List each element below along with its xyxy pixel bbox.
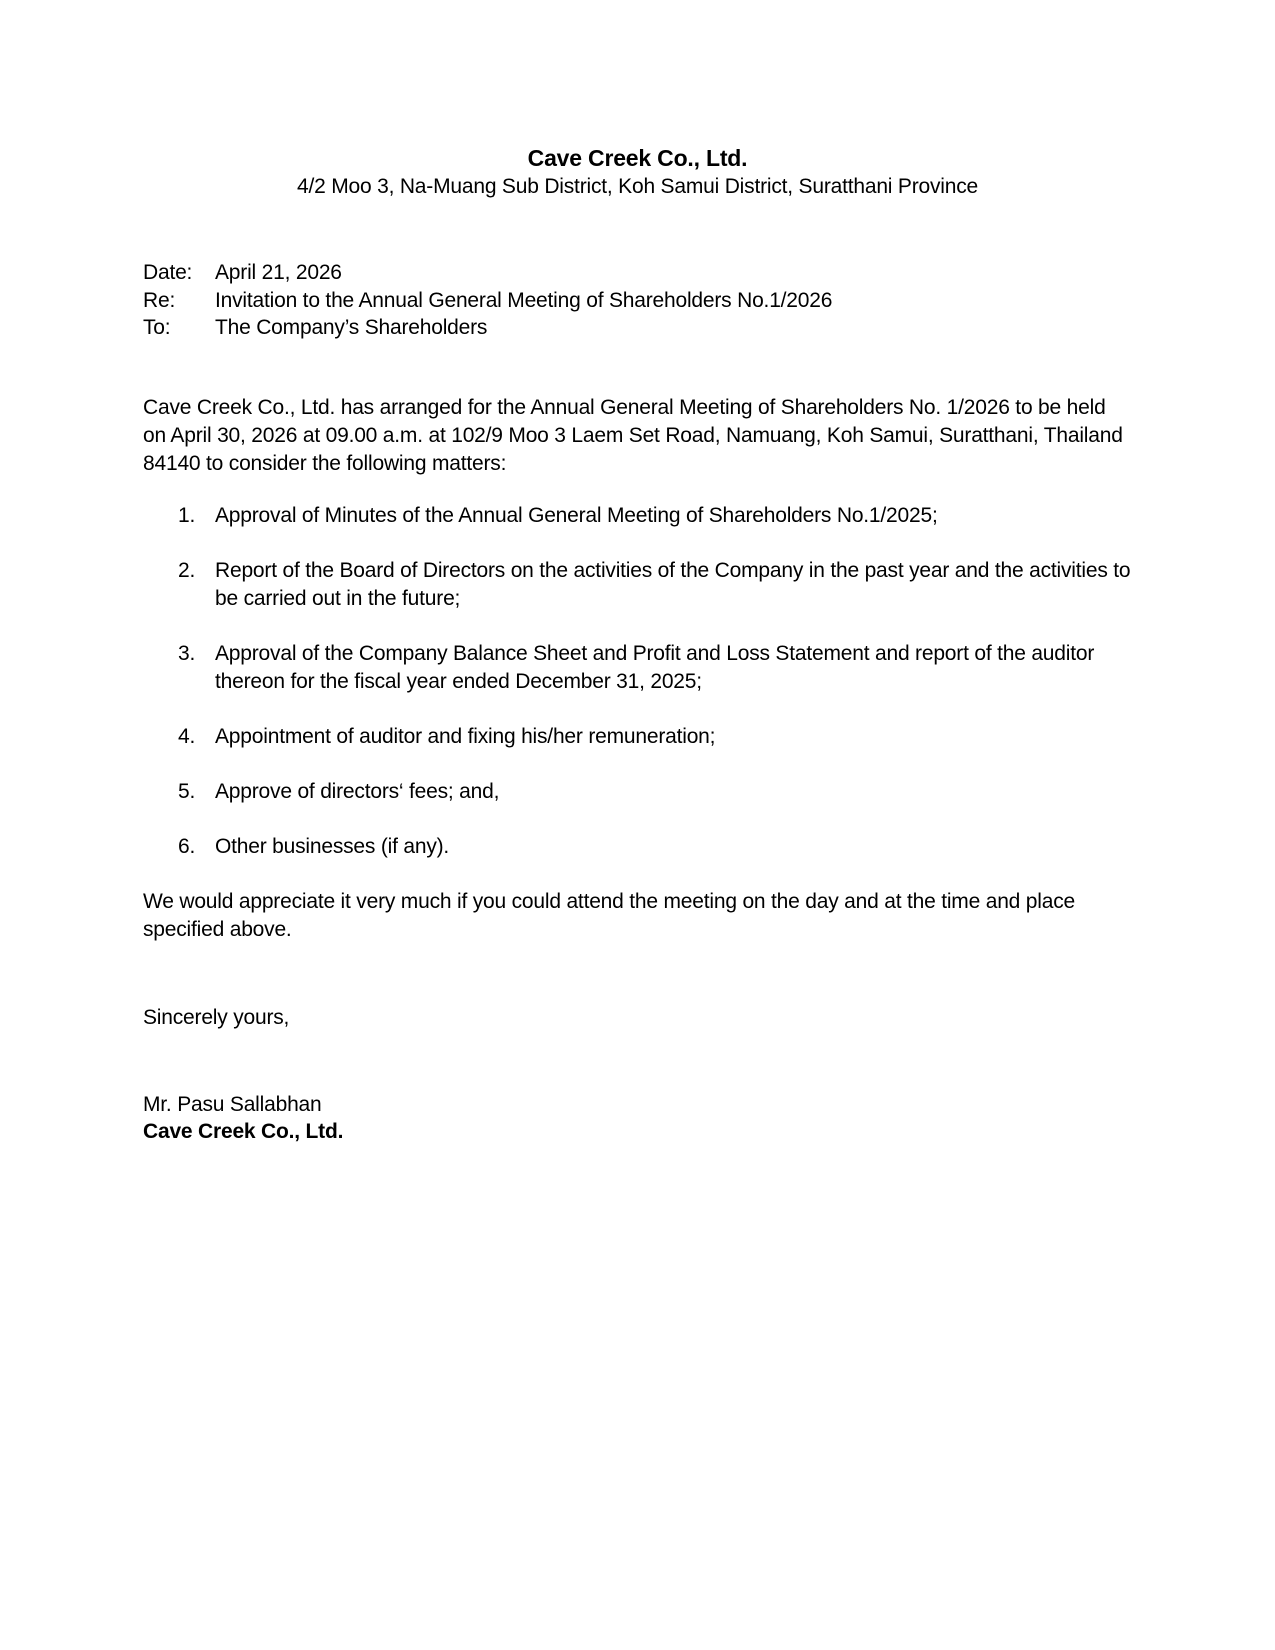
meta-row-to [143,314,1132,342]
agenda-item-1 [143,502,1132,530]
agenda-item-5-text: Approve of directors‘ fees; and, [215,779,500,803]
meta-value-date: April 21, 2026 [215,261,342,284]
agenda-item-4-number: 4. [178,724,196,748]
agenda-item-2-number: 2. [178,558,196,582]
agenda-item-4-text: Appointment of auditor and fixing his/her remuneration; [215,724,716,748]
meta-value-to: The Company’s Shareholders [215,316,488,339]
valediction: Sincerely yours, [143,1005,290,1029]
agenda-item-1-text: Approval of Minutes of the Annual General Meeting of Shareholders No.1/2025; [215,503,938,527]
signature-block [143,1091,1132,1146]
meta-value-re: Invitation to the Annual General Meeting of Shareholders No.1/2026 [215,288,833,312]
agenda-item-3-number: 3. [178,641,196,665]
agenda-item-5 [143,778,1132,806]
intro-paragraph: Cave Creek Co., Ltd. has arranged for the Annual General Meeting of Shareholders No. 1/2026 to be held on April 30, 2026 at 09.00 a.m. at 102/9 Moo 3 Laem Set Road, Namuang, Koh Samui, Suratthani, Thailand 84140 to consider the following matters: [143,395,1123,475]
company-name: Cave Creek Co., Ltd. [527,145,748,171]
agenda-item-2-text: Report of the Board of Directors on the activities of the Company in the past year and the activities to be carried out in the future; [215,558,1131,610]
agenda-item-1-number: 1. [178,503,196,527]
closing-paragraph: We would appreciate it very much if you could attend the meeting on the day and at the time and place specified above. [143,889,1075,941]
meta-row-date [143,259,1132,287]
signatory-company: Cave Creek Co., Ltd. [143,1120,344,1143]
agenda-item-4 [143,723,1132,751]
agenda-item-6 [143,833,1132,861]
letterhead [143,143,1132,201]
signatory-name: Mr. Pasu Sallabhan [143,1092,322,1116]
meta-label-to: To: [143,316,171,339]
agenda-item-3-text: Approval of the Company Balance Sheet and Profit and Loss Statement and report of the auditor thereon for the fiscal year ended December 31, 2025; [215,641,1095,693]
agenda-item-6-text: Other businesses (if any). [215,834,450,858]
agenda-item-6-number: 6. [178,834,196,858]
agenda-item-5-number: 5. [178,779,196,803]
company-address: 4/2 Moo 3, Na-Muang Sub District, Koh Samui District, Suratthani Province [296,175,979,198]
agenda-item-2 [143,557,1132,613]
meta-label-date: Date: [143,261,193,284]
agenda-item-3 [143,640,1132,696]
agenda-list [143,502,1132,861]
meta-block [143,259,1132,342]
meta-row-re [143,287,1132,315]
meta-label-re: Re: [143,288,176,312]
